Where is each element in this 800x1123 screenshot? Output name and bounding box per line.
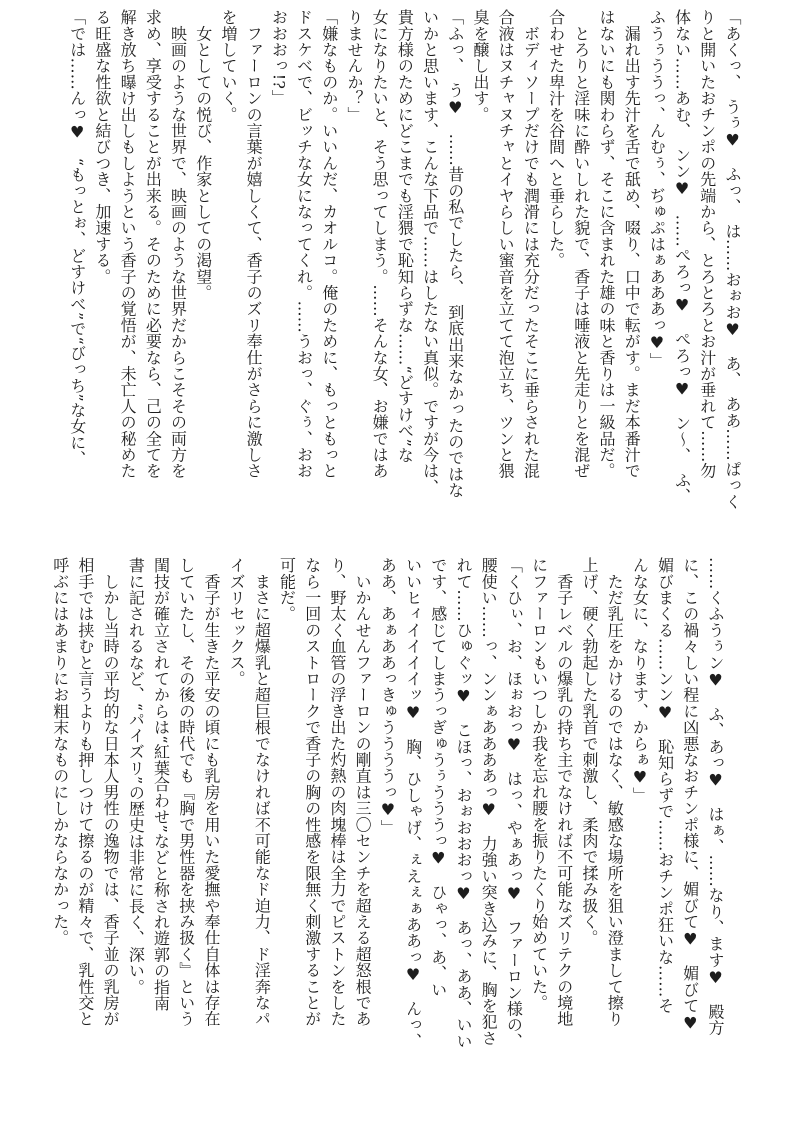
text-column: 相手では挟むと言うよりも押しつけて擦るのが精々で、乳性交と: [75, 557, 95, 1027]
text-column: り、野太く血管の浮き出た灼熱の肉塊棒は全力でピストンをした: [327, 557, 347, 1027]
text-column: ああ、あぁああっきゅううううっ♥」: [378, 557, 398, 836]
text-column: 腰使い……っ、ンンぁああああっ♥ 力強い突き込みに、胸を犯さ: [479, 557, 499, 1046]
text-column: れて……ひゅぐッ♥ こほっ、おぉおおおっ♥ あっ、ああ、いい: [453, 557, 473, 1049]
text-column: 「あくっ、 うぅ♥ ふっ、 は……おぉお♥ あ、 ああ……ぱっく: [723, 9, 742, 510]
text-column: 女になりたいと、そう思ってしまう。……そんな女、お嫌ではあ: [370, 9, 390, 479]
text-column: イズリセックス。: [227, 557, 247, 687]
text-column: はないにも関わらず、そこに含まれた雄の味と香りは一級品だ。: [596, 9, 616, 479]
text-column: ただ乳圧をかけるのではなく、敏感な場所を狙い澄まして擦り: [605, 557, 625, 1027]
text-column: りませんか？」: [344, 9, 364, 123]
text-column: 「では……んっ♥ “もっとぉ、どすけべ”で“びっち”な女に、: [67, 9, 87, 467]
text-column: とろりと淫味に酔いしれた貌で、香子は唾液と先走りとを混ぜ: [571, 9, 591, 479]
text-column: 上げ、硬く勃起した乳首で刺激し、柔肉で揉み扱く。: [579, 557, 599, 946]
text-column: おおおっ!?」: [269, 9, 289, 106]
bottom-page-text-block: [48, 557, 728, 1082]
text-column: 閨技が確立されてからは“紅葉合わせ”などと称され遊郭の指南: [151, 557, 171, 1012]
text-column: 香子が生きた平安の頃にも乳房を用いた愛撫や奉仕自体は存在: [201, 557, 221, 1027]
text-column: りと開いたおチンポの先端から、とろとろとお汁が垂れて……勿: [697, 9, 717, 479]
text-column: まさに超爆乳と超巨根でなければ不可能なド迫力、ド淫奔なパ: [252, 557, 272, 1027]
text-column: 解き放ち曝け出しもしようという香子の覚悟が、未亡人の秘めた: [118, 9, 138, 479]
text-column: 呼ぶにはあまりにお粗末なものにしかならなかった。: [50, 557, 70, 946]
text-column: 求め、享受することが出来る。そのために必要なら、己の全てを: [143, 9, 163, 479]
text-column: いかんせんファーロンの剛直は三〇センチを超える超怒根であ: [353, 557, 373, 1027]
text-column: 「ふっ、 う♥ ……昔の私でしたら、 到底出来なかったのではな: [445, 9, 465, 499]
text-column: 書に記されるなど、“パイズリ”の歴史は非常に長く、深い。: [126, 557, 146, 995]
text-column: 香子レベルの爆乳の持ち主でなければ不可能なズリテクの境地: [554, 557, 574, 1027]
text-column: いかと思います、こんな下品で……はしたない真似。ですが今は、: [420, 9, 440, 495]
text-column: していたし、その後の時代でも『胸で男性器を挟み扱く』という: [176, 557, 196, 1027]
text-column: です、感じてしまうっぎゅうぅうううっ♥ ひゃっ、あ、い: [428, 557, 448, 998]
top-page-text-block: [65, 9, 745, 534]
text-column: ふうぅううっ、んむぅ、ぢゅぷはぁあああっ♥」: [647, 9, 667, 369]
text-column: いいヒィイイイイッ♥ 胸、ひしゃげ、ぇえぇぁああっ♥ んっ、: [403, 557, 423, 1049]
text-column: に、この禍々しい程に凶悪なおチンポ様に、媚びて♥ 媚びて♥: [680, 557, 700, 1033]
text-column: 漏れ出す先汁を舌で舐め、啜り、口中で転がす。まだ本番汁で: [622, 9, 642, 479]
text-column: を増していく。: [218, 9, 238, 123]
text-column: ……くふうぅン♥ ふ、あっ♥ はぁ、……なり、ます♥ 殿方: [706, 557, 725, 1036]
text-column: にファーロンもいつしか我を忘れ腰を振りたくり始めていた。: [529, 557, 549, 1011]
text-column: 可能だ。: [277, 557, 297, 622]
text-column: 貴方様のためにどこまでも淫猥で恥知らずな……“どすけべ”な: [395, 9, 415, 464]
text-column: 「嫌なものか。いいんだ、カオルコ。俺のために、もっともっと: [319, 9, 339, 479]
text-column: 体ない……あむ、 ンン♥ ……ぺろっ♥ ぺろっ♥ ン〜、 ふ、: [672, 9, 692, 505]
text-column: ファーロンの言葉が嬉しくて、香子のズリ奉仕がさらに激しさ: [244, 9, 264, 479]
text-column: る旺盛な性欲と結びつき、加速する。: [92, 9, 112, 285]
text-column: 媚びまくる……ンン♥ 恥知らずで……おチンポ狂いな……そ: [655, 557, 675, 1014]
text-column: 女としての悦び、作家としての渇望。: [193, 9, 213, 301]
text-column: 合わせた卑汁を谷間へと垂らした。: [546, 9, 566, 269]
text-column: 合液はヌチャヌチャとイヤらしい蜜音を立てて泡立ち、ツンと猥: [496, 9, 516, 479]
text-column: ドスケベで、ビッチな女になってくれ。……うおっ、ぐぅ、おお: [294, 9, 314, 479]
text-column: 「くひぃ、お、ほぉおっ♥ はっ、やぁあっ♥ ファーロン様の、: [504, 557, 524, 1049]
text-column: なら一回のストロークで香子の胸の性感を限無く刺激することが: [302, 557, 322, 1027]
text-column: んな女に、なります、からぁ♥」: [630, 557, 650, 803]
text-column: ボディソープだけでも潤滑には充分だったそこに垂らされた混: [521, 9, 541, 479]
text-column: 映画のような世界で、映画のような世界だからこそその両方を: [168, 9, 188, 479]
text-column: 臭を醸し出す。: [470, 9, 490, 123]
text-column: しかし当時の平均的な日本人男性の逸物では、香子並の乳房が: [101, 557, 121, 1027]
